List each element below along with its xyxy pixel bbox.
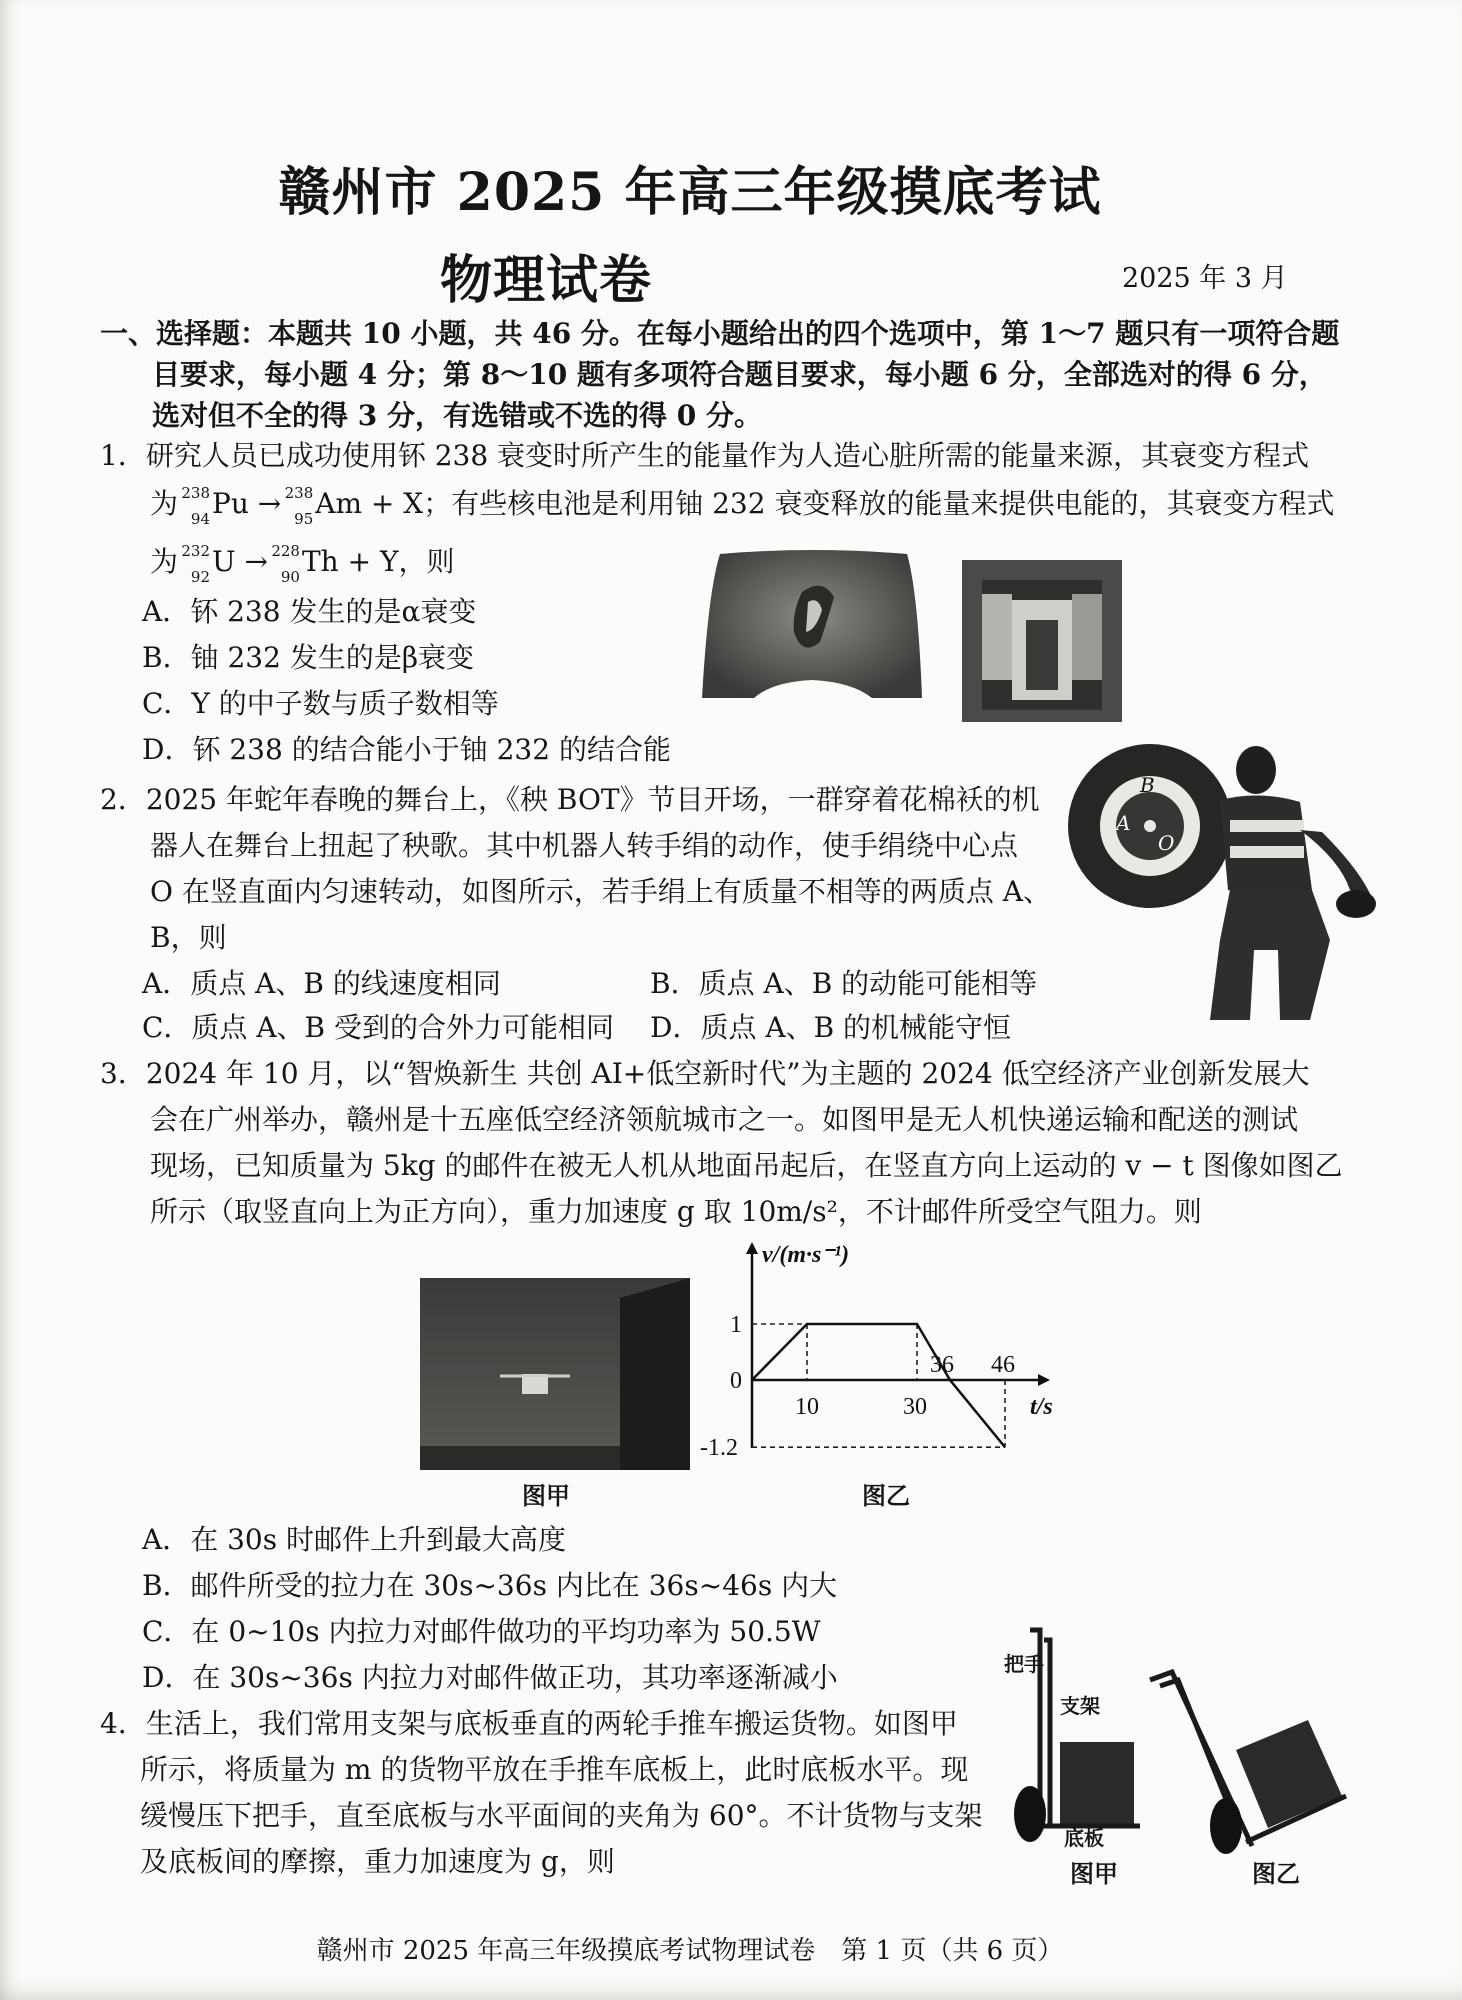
q4-fig-yi-label: 图乙 [1252, 1859, 1300, 1888]
section-line-1: 一、选择题：本题共 10 小题，共 46 分。在每小题给出的四个选项中，第 1～7 题只有一项符合题 [100, 317, 1340, 350]
point-a-label: A [1116, 811, 1131, 835]
q2-option-a: A．质点 A、B 的线速度相同 [142, 967, 501, 1000]
y-axis-label: v/(m·s⁻¹) [762, 1242, 850, 1268]
y-axis-arrow [746, 1242, 758, 1254]
y-tick-neg: -1.2 [700, 1435, 738, 1462]
y-tick-0: 0 [730, 1368, 742, 1394]
exam-title: 赣州市 2025 年高三年级摸底考试 [278, 162, 1102, 223]
page-footer: 赣州市 2025 年高三年级摸底考试物理试卷 第 1 页（共 6 页） [316, 1936, 1064, 1966]
frame-label: 支架 [1060, 1694, 1100, 1718]
hand-truck-figure [1000, 1620, 1360, 1890]
artificial-heart-photo [702, 552, 924, 698]
exam-date: 2025 年 3 月 [1122, 263, 1288, 294]
point-b-label: B [1140, 773, 1155, 797]
q2-line-1: 2．2025 年蛇年春晚的舞台上，《秧 BOT》节目开场，一群穿着花棉袄的机 [100, 783, 1040, 816]
q3-line-3: 现场，已知质量为 5kg 的邮件在被无人机从地面吊起后，在竖直方向上运动的 v − t 图像如图乙 [150, 1149, 1343, 1182]
q3-option-d: D．在 30s~36s 内拉力对邮件做正功，其功率逐渐减小 [142, 1661, 838, 1694]
q2-option-c: C．质点 A、B 受到的合外力可能相同 [142, 1011, 615, 1044]
q3-fig-yi-label: 图乙 [862, 1481, 910, 1510]
q3-line-4: 所示（取竖直向上为正方向），重力加速度 g 取 10m/s²，不计邮件所受空气阻力。则 [150, 1195, 1202, 1228]
q4-line-1: 4．生活上，我们常用支架与底板垂直的两轮手推车搬运货物。如图甲 [100, 1707, 958, 1740]
q4-line-3: 缓慢压下把手，直至底板与水平面间的夹角为 60°。不计货物与支架 [140, 1799, 983, 1832]
drone-photo [420, 1278, 690, 1470]
x-tick-46: 46 [991, 1352, 1015, 1378]
exam-subtitle: 物理试卷 [439, 250, 652, 311]
q3-option-c: C．在 0~10s 内拉力对邮件做功的平均功率为 50.5W [142, 1615, 821, 1648]
q1-line-2: 为 238 94 Pu → 238 95 Am + X；有些核电池是利用铀 232 衰变释放的能量来提供电能的，其衰变方程式 [150, 483, 1335, 528]
q3-line-2: 会在广州举办，赣州是十五座低空经济领航城市之一。如图甲是无人机快递运输和配送的测试 [150, 1103, 1299, 1136]
q1-option-a: A．钚 238 发生的是α衰变 [142, 595, 477, 628]
y-tick-1: 1 [730, 1312, 742, 1338]
q2-line-4: B，则 [150, 921, 227, 954]
x-tick-10: 10 [795, 1394, 819, 1420]
robot-handkerchief-figure [1060, 740, 1380, 1030]
q2-line-2: 器人在舞台上扭起了秧歌。其中机器人转手绢的动作，使手绢绕中心点 [150, 829, 1019, 862]
point-o-label: O [1158, 831, 1175, 855]
q4-line-2: 所示，将质量为 m 的货物平放在手推车底板上，此时底板水平。现 [140, 1753, 969, 1786]
velocity-time-chart [700, 1240, 1053, 1470]
section-line-2: 目要求，每小题 4 分；第 8～10 题有多项符合题目要求，每小题 6 分，全部选对的得 6 分， [152, 358, 1327, 391]
q1-option-c: C．Y 的中子数与质子数相等 [142, 687, 499, 720]
x-axis-label: t/s [1030, 1394, 1053, 1420]
q1-option-b: B．铀 232 发生的是β衰变 [142, 641, 475, 674]
base-label: 底板 [1064, 1826, 1104, 1850]
handle-label: 把手 [1004, 1652, 1044, 1676]
q3-option-b: B．邮件所受的拉力在 30s~36s 内比在 36s~46s 内大 [142, 1569, 838, 1602]
x-axis-arrow [1038, 1374, 1050, 1386]
q3-option-a: A．在 30s 时邮件上升到最大高度 [142, 1523, 567, 1556]
q4-fig-jia-label: 图甲 [1070, 1859, 1118, 1888]
section-line-3: 选对但不全的得 3 分，有选错或不选的得 0 分。 [152, 399, 762, 432]
q1-option-d: D．钚 238 的结合能小于铀 232 的结合能 [142, 733, 671, 766]
x-tick-36: 36 [930, 1352, 954, 1378]
x-tick-30: 30 [903, 1394, 927, 1420]
q2-line-3: O 在竖直面内匀速转动，如图所示，若手绢上有质量不相等的两质点 A、 [150, 875, 1051, 908]
q2-option-b: B．质点 A、B 的动能可能相等 [650, 967, 1038, 1000]
q2-option-d: D．质点 A、B 的机械能守恒 [650, 1011, 1012, 1044]
q1-line-3: 为 232 92 U → 228 90 Th + Y，则 [150, 541, 455, 586]
q1-line-1: 1．研究人员已成功使用钚 238 衰变时所产生的能量作为人造心脏所需的能量来源，其衰变方程式 [100, 439, 1310, 472]
velocity-series-line [752, 1324, 1005, 1447]
q3-line-1: 3．2024 年 10 月，以“智焕新生 共创 AI+低空新时代”为主题的 2024 低空经济产业创新发展大 [100, 1057, 1310, 1090]
q3-fig-jia-label: 图甲 [522, 1481, 570, 1510]
nuclear-battery-photo [962, 560, 1122, 722]
q4-line-4: 及底板间的摩擦，重力加速度为 g，则 [140, 1845, 615, 1878]
